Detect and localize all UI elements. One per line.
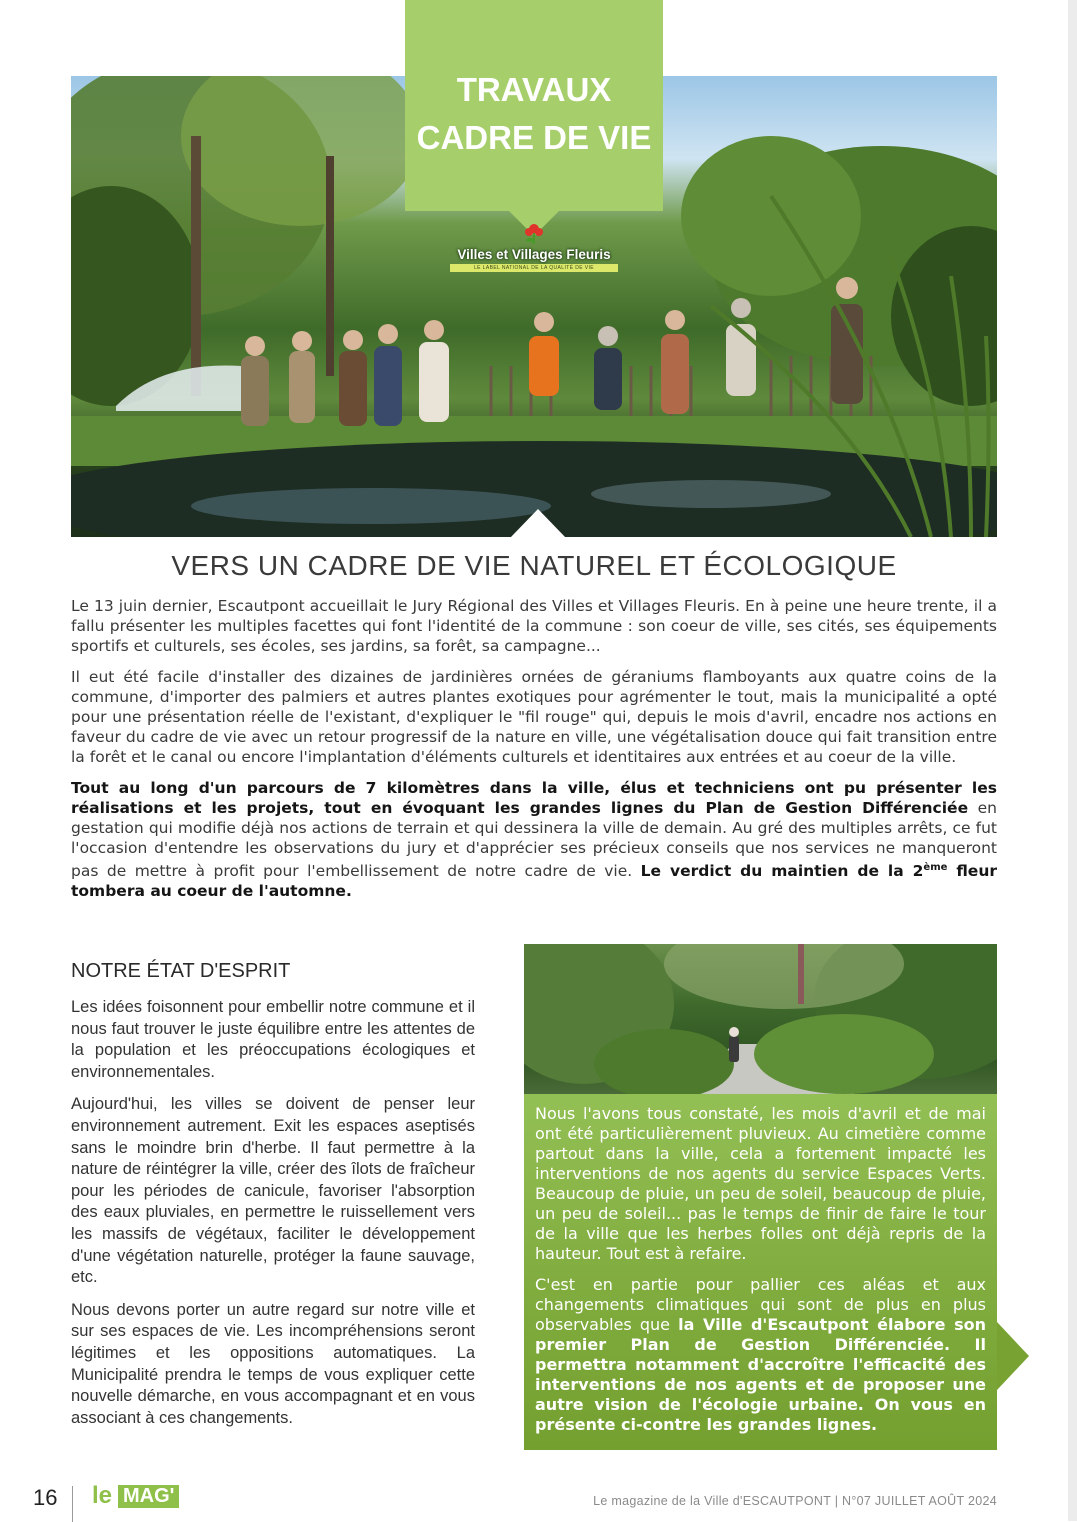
intro-paragraph-2: Il eut été facile d'installer des dizaines de jardinières ornées de géraniums flamboyants aux quatre coins de la commune, d'importer des palmiers et autres plantes exotiques pour agrémenter le tout, mais la municipalité a opté pour une présentation réelle de l'existant, d'expliquer le "fil rouge" qui, depuis le mois d'avril, encadre nos actions en faveur du cadre de vie avec un retour progressif de la nature en ville, une végétalisation douce qui fait transition entre la forêt et le canal ou encore l'implantation d'éléments culturels et identitaires aux entrées et au coeur de la ville. — [71, 668, 997, 766]
left-paragraph-3: Nous devons porter un autre regard sur notre ville et sur ses espaces de vie. Les incompréhensions seront légitimes et les oppositions automatiques. La Municipalité prendra le temps de vous expliquer cette nouvelle démarche, en vous accompagnant et en vous associant à ces changements. — [71, 1300, 475, 1427]
banner-title-line1: TRAVAUX — [456, 71, 612, 108]
hero-notch — [510, 509, 566, 538]
section-banner-title — [405, 66, 663, 162]
intro-verdict-end: fleur tombera au coeur de l'automne. — [71, 862, 997, 901]
intro-verdict: Le verdict du maintien de la 2 — [640, 862, 924, 881]
footer-divider — [72, 1486, 73, 1522]
intro-body: en gestation qui modifie déjà nos actions de terrain et qui dessinera la ville de demain. Au gré des multiples arrêts, ce fut l'occasion d'entendre les observations du jury et d'apprécier ses précieux conseils que nos services ne manqueront pas de mettre à profit pour l'embellissement de notre cadre de vie. — [71, 799, 997, 881]
cemetery-illustration — [524, 944, 997, 1094]
page-footer — [0, 1478, 1077, 1518]
banner-title-line2: CADRE DE VIE — [416, 119, 652, 156]
intro-paragraph-1: Le 13 juin dernier, Escautpont accueillait le Jury Régional des Villes et Villages Fleuris. En à peine une heure trente, il a fallu présenter les multiples facettes qui font l'identité de la commune : son coeur de ville, ses cités, ses équipements sportifs et culturels, ses écoles, ses jardins, sa forêt, sa campagne... — [71, 597, 997, 655]
intro-paragraph-3 — [71, 778, 997, 901]
article-intro — [71, 596, 997, 912]
cemetery-photo — [524, 944, 997, 1094]
intro-bold-lead: Tout au long d'un parcours de 7 kilomètres dans la ville, élus et techniciens ont pu présenter les réalisations et les projets, tout en évoquant les grandes lignes du Plan de Gestion Différenciée — [71, 779, 997, 817]
page-number: 16 — [33, 1485, 58, 1510]
section-title: NOTRE ÉTAT D'ESPRIT — [71, 960, 291, 982]
magazine-logo-mag: MAG' — [118, 1485, 179, 1508]
label-tagline: LE LABEL NATIONAL DE LA QUALITÉ DE VIE — [450, 264, 618, 272]
sidebar-text — [535, 1104, 986, 1446]
sidebar-arrow — [997, 1322, 1029, 1390]
left-paragraph-1: Les idées foisonnent pour embellir notre commune et il nous faut trouver le juste équilibre entre les attentes de la population et les préoccupations écologiques et environnementales. — [71, 998, 475, 1081]
sidebar-paragraph-2 — [535, 1275, 986, 1435]
left-column — [71, 997, 475, 1440]
villes-villages-fleuris-logo — [446, 221, 622, 273]
magazine-issue-info: Le magazine de la Ville d'ESCAUTPONT | N°07 JUILLET AOÛT 2024 — [593, 1494, 997, 1508]
magazine-logo-le: le — [92, 1482, 113, 1509]
left-paragraph-2: Aujourd'hui, les villes se doivent de penser leur environnement autrement. Exit les espaces aseptisés sans le moindre brin d'herbe. Il faut permettre à la nature de réintégrer la ville, créer des îlots de fraîcheur pour les périodes de canicule, favoriser l'absorption des eaux pluviales, en permettre le ruissellement vers les massifs de végétaux, faciliter le développement d'une végétation naturelle, protéger la faune sauvage, etc. — [71, 1095, 475, 1287]
page-edge — [1068, 0, 1077, 1521]
sidebar-bold-text: la Ville d'Escautpont élabore son premier Plan de Gestion Différenciée. Il permettra notamment d'accroître l'efficacité des interventions de nos agents et de proposer une autre vision de l'écologie urbaine. On vous en présente ci-contre les grandes lignes. — [535, 1315, 986, 1434]
label-name: Villes et Villages Fleuris — [457, 247, 611, 262]
article-headline: VERS UN CADRE DE VIE NATUREL ET ÉCOLOGIQUE — [171, 550, 897, 581]
flower-icon — [522, 221, 546, 245]
sidebar-text-lead: C'est en partie pour pallier ces aléas et aux changements climatiques qui sont de plus en plus observables que — [535, 1275, 986, 1334]
intro-superscript: ème — [923, 862, 948, 873]
sidebar-paragraph-1: Nous l'avons tous constaté, les mois d'avril et de mai ont été particulièrement pluvieux. Au cimetière comme partout dans la ville, cela a fortement impacté les interventions de nos agents du service Espaces Verts. Beaucoup de pluie, un peu de soleil, beaucoup de pluie, un peu de soleil... pas le temps de finir de faire le tour de la ville que les herbes folles ont déjà repris de la hauteur. Tout est à refaire. — [535, 1104, 986, 1263]
